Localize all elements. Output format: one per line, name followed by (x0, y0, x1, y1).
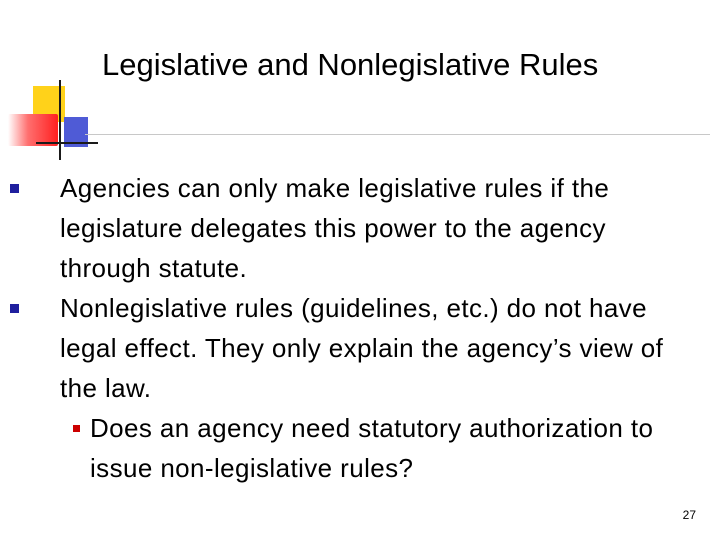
square-bullet-icon (10, 304, 19, 313)
square-bullet-icon (73, 425, 80, 432)
page-number: 27 (682, 508, 696, 522)
bullet-item (60, 168, 700, 288)
bullet-text: Agencies can only make legislative rules if the legislature delegates this power to the agency through statute. (60, 173, 610, 283)
logo-vertical-line (59, 80, 61, 160)
sub-bullet-item (90, 408, 690, 488)
square-bullet-icon (10, 184, 19, 193)
bullet-text: Nonlegislative rules (guidelines, etc.) do not have legal effect. They only explain the agency’s view of the law. (60, 293, 664, 403)
title-divider (85, 134, 710, 135)
slide-title: Legislative and Nonlegislative Rules (102, 47, 599, 82)
slide-logo-decoration (0, 0, 110, 170)
logo-horizontal-line (36, 142, 98, 144)
sub-bullet-text: Does an agency need statutory authorization to issue non-legislative rules? (90, 413, 654, 483)
bullet-item (60, 288, 700, 408)
